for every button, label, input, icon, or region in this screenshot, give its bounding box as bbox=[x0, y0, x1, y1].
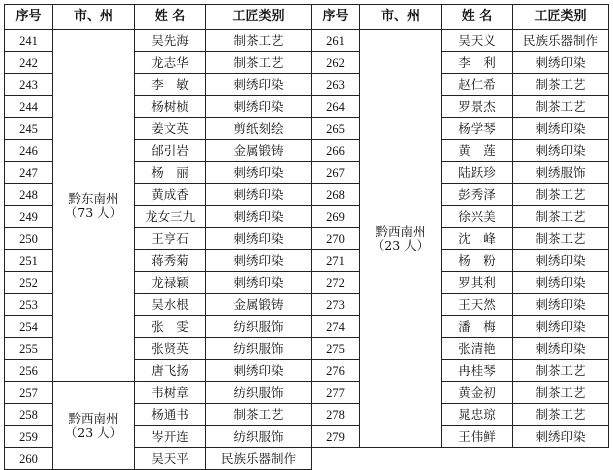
entry-no: 261 bbox=[312, 30, 360, 52]
entry-name: 龙志华 bbox=[135, 52, 206, 74]
entry-no: 268 bbox=[312, 184, 360, 206]
entry-category: 刺绣印染 bbox=[206, 228, 312, 250]
entry-category: 民族乐器制作 bbox=[513, 30, 609, 52]
entry-no: 265 bbox=[312, 118, 360, 140]
entry-no: 274 bbox=[312, 316, 360, 338]
entry-name: 杨 粉 bbox=[442, 250, 513, 272]
entry-no: 262 bbox=[312, 52, 360, 74]
entry-name: 李 敏 bbox=[135, 74, 206, 96]
region-count: （73 人） bbox=[64, 204, 123, 220]
entry-name: 黄 莲 bbox=[442, 140, 513, 162]
entry-name: 吴天平 bbox=[135, 448, 206, 470]
entry-name: 杨通书 bbox=[135, 404, 206, 426]
entry-name: 唐飞扬 bbox=[135, 360, 206, 382]
entry-category: 刺绣印染 bbox=[513, 52, 609, 74]
entry-category: 刺绣印染 bbox=[513, 272, 609, 294]
region-count: （23 人） bbox=[371, 237, 430, 253]
entry-no: 267 bbox=[312, 162, 360, 184]
entry-name: 杨树桢 bbox=[135, 96, 206, 118]
header-no-right: 序号 bbox=[312, 5, 360, 30]
entry-category: 刺绣印染 bbox=[206, 162, 312, 184]
entry-name: 杨 丽 bbox=[135, 162, 206, 184]
entry-no: 263 bbox=[312, 74, 360, 96]
entry-category: 刺绣印染 bbox=[513, 294, 609, 316]
header-category-right: 工匠类别 bbox=[513, 5, 609, 30]
entry-no: 276 bbox=[312, 360, 360, 382]
entry-name: 冉桂琴 bbox=[442, 360, 513, 382]
entry-no: 266 bbox=[312, 140, 360, 162]
header-name-left: 姓 名 bbox=[135, 5, 206, 30]
table-row bbox=[5, 30, 609, 52]
entry-no: 275 bbox=[312, 338, 360, 360]
entry-category: 制茶工艺 bbox=[513, 360, 609, 382]
header-name-right: 姓 名 bbox=[442, 5, 513, 30]
entry-category: 刺绣印染 bbox=[513, 118, 609, 140]
entry-no: 250 bbox=[5, 228, 53, 250]
entry-no: 255 bbox=[5, 338, 53, 360]
entry-category: 制茶工艺 bbox=[513, 74, 609, 96]
entry-name: 张贤英 bbox=[135, 338, 206, 360]
entry-no: 269 bbox=[312, 206, 360, 228]
header-row bbox=[5, 5, 609, 30]
entry-no: 272 bbox=[312, 272, 360, 294]
entry-name: 沈 峰 bbox=[442, 228, 513, 250]
entry-no: 245 bbox=[5, 118, 53, 140]
entry-category: 剪纸刻绘 bbox=[206, 118, 312, 140]
entry-name: 岑开连 bbox=[135, 426, 206, 448]
entry-name: 龙女三九 bbox=[135, 206, 206, 228]
entry-category: 刺绣印染 bbox=[513, 316, 609, 338]
entry-category: 刺绣印染 bbox=[206, 96, 312, 118]
entry-no: 270 bbox=[312, 228, 360, 250]
entry-name: 赵仁希 bbox=[442, 74, 513, 96]
entry-category: 制茶工艺 bbox=[513, 382, 609, 404]
header-region-right: 市、州 bbox=[360, 5, 442, 30]
entry-name: 蒋秀菊 bbox=[135, 250, 206, 272]
entry-category: 刺绣印染 bbox=[206, 206, 312, 228]
entry-no: 273 bbox=[312, 294, 360, 316]
region-name: 黔东南州 bbox=[68, 190, 119, 206]
entry-name: 潘 梅 bbox=[442, 316, 513, 338]
region-qianxinan-left bbox=[53, 382, 135, 470]
entry-name: 吴先海 bbox=[135, 30, 206, 52]
entry-name: 黄金初 bbox=[442, 382, 513, 404]
entry-name: 王天然 bbox=[442, 294, 513, 316]
entry-category: 纺织服饰 bbox=[206, 426, 312, 448]
entry-no: 278 bbox=[312, 404, 360, 426]
region-qiandongnan bbox=[53, 30, 135, 382]
entry-name: 李 利 bbox=[442, 52, 513, 74]
entry-no: 252 bbox=[5, 272, 53, 294]
entry-name: 罗其利 bbox=[442, 272, 513, 294]
entry-no: 256 bbox=[5, 360, 53, 382]
entry-name: 吴水根 bbox=[135, 294, 206, 316]
entry-no: 279 bbox=[312, 426, 360, 448]
region-qianxinan-right bbox=[360, 30, 442, 448]
entry-no: 243 bbox=[5, 74, 53, 96]
entry-name: 邰引岩 bbox=[135, 140, 206, 162]
entry-category: 金属锻铸 bbox=[206, 294, 312, 316]
entry-category: 民族乐器制作 bbox=[206, 448, 312, 470]
entry-category: 刺绣印染 bbox=[206, 360, 312, 382]
entry-no: 258 bbox=[5, 404, 53, 426]
entry-no: 247 bbox=[5, 162, 53, 184]
empty-cell bbox=[312, 448, 609, 470]
entry-category: 制茶工艺 bbox=[206, 30, 312, 52]
entry-name: 黄成香 bbox=[135, 184, 206, 206]
entry-no: 246 bbox=[5, 140, 53, 162]
entry-no: 264 bbox=[312, 96, 360, 118]
entry-no: 241 bbox=[5, 30, 53, 52]
entry-no: 259 bbox=[5, 426, 53, 448]
entry-no: 244 bbox=[5, 96, 53, 118]
entry-category: 纺织服饰 bbox=[206, 316, 312, 338]
entry-category: 刺绣印染 bbox=[206, 184, 312, 206]
header-region-left: 市、州 bbox=[53, 5, 135, 30]
entry-name: 龙禄颖 bbox=[135, 272, 206, 294]
entry-name: 张 雯 bbox=[135, 316, 206, 338]
entry-name: 罗景杰 bbox=[442, 96, 513, 118]
entry-category: 制茶工艺 bbox=[513, 404, 609, 426]
entry-name: 彭秀泽 bbox=[442, 184, 513, 206]
entry-category: 制茶工艺 bbox=[206, 404, 312, 426]
entry-category: 制茶工艺 bbox=[513, 96, 609, 118]
entry-category: 刺绣印染 bbox=[513, 250, 609, 272]
entry-no: 249 bbox=[5, 206, 53, 228]
entry-name: 晁忠琼 bbox=[442, 404, 513, 426]
entry-no: 248 bbox=[5, 184, 53, 206]
region-name: 黔西南州 bbox=[375, 223, 426, 239]
entry-name: 王伟鲜 bbox=[442, 426, 513, 448]
entry-name: 张清艳 bbox=[442, 338, 513, 360]
entry-category: 刺绣印染 bbox=[513, 338, 609, 360]
entry-no: 254 bbox=[5, 316, 53, 338]
entry-name: 王亨石 bbox=[135, 228, 206, 250]
entry-category: 制茶工艺 bbox=[513, 228, 609, 250]
entry-no: 257 bbox=[5, 382, 53, 404]
entry-no: 253 bbox=[5, 294, 53, 316]
entry-name: 陆跃珍 bbox=[442, 162, 513, 184]
region-name: 黔西南州 bbox=[68, 410, 119, 426]
craftsman-roster-table bbox=[4, 4, 609, 470]
entry-category: 制茶工艺 bbox=[513, 184, 609, 206]
region-count: （23 人） bbox=[64, 424, 123, 440]
entry-name: 姜文英 bbox=[135, 118, 206, 140]
entry-name: 吴天义 bbox=[442, 30, 513, 52]
entry-category: 金属锻铸 bbox=[206, 140, 312, 162]
entry-no: 251 bbox=[5, 250, 53, 272]
entry-category: 刺绣印染 bbox=[206, 250, 312, 272]
entry-category: 纺织服饰 bbox=[206, 338, 312, 360]
entry-no: 271 bbox=[312, 250, 360, 272]
entry-category: 刺绣印染 bbox=[206, 74, 312, 96]
entry-no: 242 bbox=[5, 52, 53, 74]
entry-category: 刺绣印染 bbox=[513, 426, 609, 448]
entry-name: 杨学琴 bbox=[442, 118, 513, 140]
entry-name: 徐兴美 bbox=[442, 206, 513, 228]
entry-category: 制茶工艺 bbox=[513, 206, 609, 228]
entry-no: 260 bbox=[5, 448, 53, 470]
entry-category: 制茶工艺 bbox=[206, 52, 312, 74]
entry-no: 277 bbox=[312, 382, 360, 404]
header-category-left: 工匠类别 bbox=[206, 5, 312, 30]
entry-name: 韦树章 bbox=[135, 382, 206, 404]
entry-category: 刺绣服饰 bbox=[513, 162, 609, 184]
entry-category: 纺织服饰 bbox=[206, 382, 312, 404]
entry-category: 刺绣印染 bbox=[206, 272, 312, 294]
entry-category: 刺绣印染 bbox=[513, 140, 609, 162]
table-row bbox=[5, 382, 609, 404]
header-no-left: 序号 bbox=[5, 5, 53, 30]
